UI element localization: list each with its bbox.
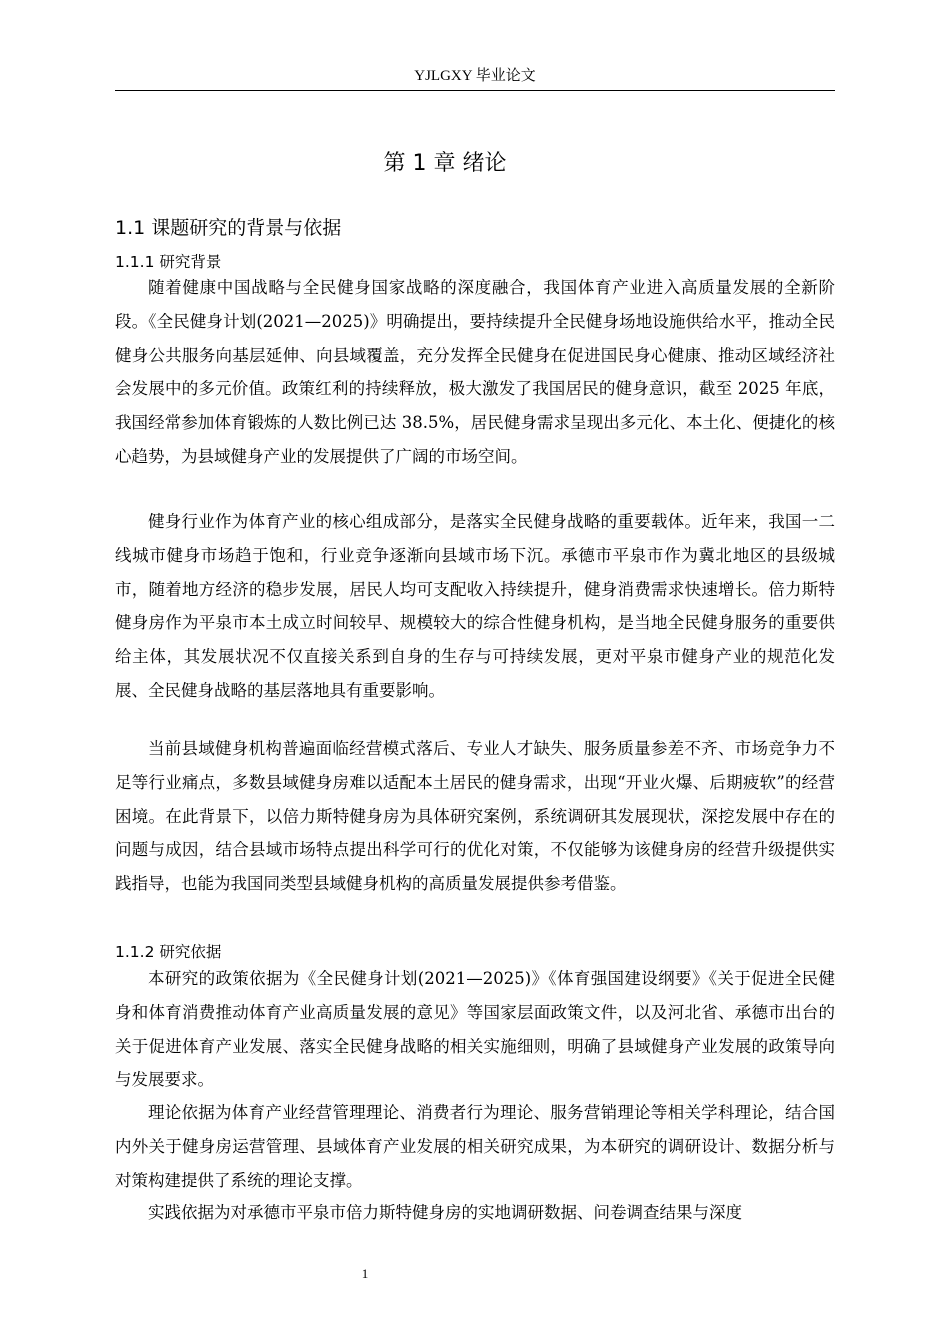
subsection-title-research-background: 1.1.1 研究背景 — [115, 253, 222, 271]
page-header: YJLGXY 毕业论文 — [115, 66, 835, 91]
body-paragraph: 当前县域健身机构普遍面临经营模式落后、专业人才缺失、服务质量参差不齐、市场竞争力不足等行业痛点，多数县域健身房难以适配本土居民的健身需求，出现“开业火爆、后期疲软”的经营困境。在此背景下，以倍力斯特健身房为具体研究案例，系统调研其发展现状，深挖发展中存在的问题与成因，结合县域市场特点提出科学可行的优化对策，不仅能够为该健身房的经营升级提供实践指导，也能为我国同类型县域健身机构的高质量发展提供参考借鉴。 — [115, 739, 835, 894]
subsection-title-research-basis: 1.1.2 研究依据 — [115, 943, 222, 961]
body-paragraph: 理论依据为体育产业经营管理理论、消费者行为理论、服务营销理论等相关学科理论，结合国内外关于健身房运营管理、县域体育产业发展的相关研究成果，为本研究的调研设计、数据分析与对策构建提供了系统的理论支撑。 — [115, 1103, 835, 1190]
body-paragraph: 随着健康中国战略与全民健身国家战略的深度融合，我国体育产业进入高质量发展的全新阶段。《全民健身计划(2021—2025)》明确提出，要持续提升全民健身场地设施供给水平，推动全民健身公共服务向基层延伸、向县域覆盖，充分发挥全民健身在促进国民身心健康、推动区域经济社会发展中的多元价值。政策红利的持续释放，极大激发了我国居民的健身意识，截至 2025 年底，我国经常参加体育锻炼的人数比例已达 38.5%，居民健身需求呈现出多元化、本土化、便捷化的核心趋势，为县域健身产业的发展提供了广阔的市场空间。 — [115, 278, 835, 466]
page-number: 1 — [361, 1266, 369, 1281]
body-paragraph: 健身行业作为体育产业的核心组成部分，是落实全民健身战略的重要载体。近年来，我国一二线城市健身市场趋于饱和，行业竞争逐渐向县域市场下沉。承德市平泉市作为冀北地区的县级城市，随着地方经济的稳步发展，居民人均可支配收入持续提升，健身消费需求快速增长。倍力斯特健身房作为平泉市本土成立时间较早、规模较大的综合性健身机构，是当地全民健身服务的重要供给主体，其发展状况不仅直接关系到自身的生存与可持续发展，更对平泉市健身产业的规范化发展、全民健身战略的基层落地具有重要影响。 — [115, 512, 835, 700]
body-paragraph: 本研究的政策依据为《全民健身计划(2021—2025)》《体育强国建设纲要》《关于促进全民健身和体育消费推动体育产业高质量发展的意见》等国家层面政策文件，以及河北省、承德市出台的关于促进体育产业发展、落实全民健身战略的相关实施细则，明确了县域健身产业发展的政策导向与发展要求。 — [115, 969, 835, 1090]
chapter-title: 第 1 章 绪论 — [383, 151, 507, 176]
body-paragraph: 实践依据为对承德市平泉市倍力斯特健身房的实地调研数据、问卷调查结果与深度 — [148, 1203, 742, 1222]
section-title: 1.1 课题研究的背景与依据 — [115, 217, 342, 239]
